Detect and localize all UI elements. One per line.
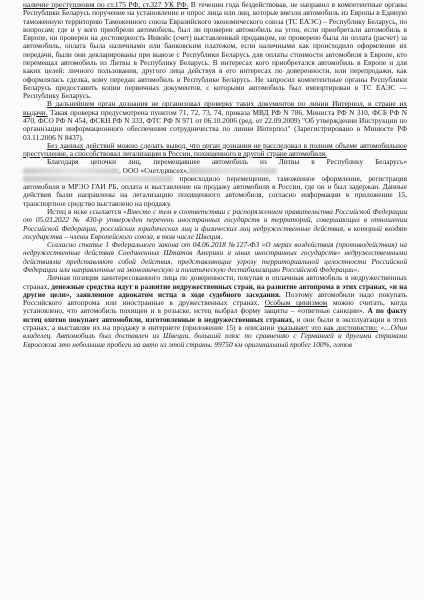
paragraph-3-text: Без данных действий можно сделать вывод, что орган дознания не расследовал в полном объеме автомобильное преступление, а способствовал легализации в России, похищенного в другой стране автомобиля. — [23, 140, 407, 159]
paragraph-7-text-g: и они были в эксплуатации в этих странах, а выставляя их на продажу в интернете (приложение 15) в описании — [23, 314, 407, 332]
paragraph-1-lead: наличие преступления по ст.175 РФ, ст.327 УК РФ. — [23, 0, 189, 9]
paragraph-6 — [23, 241, 407, 274]
paragraph-6-quote: Согласно статье 1 Федерального закона от 04.06.2018 №127-ФЗ «О мерах воздействия (противодействия) на недружественные действия Соединенных Штатов Америки и иных иностранных государств» недружественными действиями представляют собой действия, представляющие угрозу территориальной целостности Российской Федерации или направленные на экономическую и политическую дестабилизацию Российской Федерации». — [23, 240, 407, 274]
paragraph-7-quote: «…Один владелец. Автомобиль был доставлен из Швеции, больший плюс по сравнению с Германией и другими странами Евросоюза это небольшие пробеги на авто из этой страны. 99750 км оригинальный пробег 100%, готов — [23, 322, 408, 349]
paragraph-4 — [23, 158, 407, 208]
paragraph-2-text: Такая проверка предусмотрена пунктом 71, 72, 73, 74, приказа МВД РФ N 786, Министа РФ N 310, ФСБ РФ N 470, ФСО РФ N 454, ФСКН РФ N 333, ФТС РФ N 971 от 06.10.2006 (ред. от 22.09.2009) "Об утверждении Инструкции по организации информационного обеспечения сотрудничества по линии Интерпол" (Зарегистрировано в Минюсте РФ 03.11.2006 N 8437). — [23, 107, 407, 142]
paragraph-1 — [23, 1, 407, 100]
paragraph-4-text-a: Благодаря цепочки лиц, перемещавшее автомобиль из Литвы в Республику Беларусь» — [47, 157, 407, 167]
paragraph-4-text-c: происходило перемещение, таможенное оформление, регистрация автомобиля в МРЭО ГАИ РБ, оплата и выставление на продажу автомобиля в России, где он и был задержан. Данные действия были направлены на легализацию похищенного автомобиля, согласно информации в приложение 15, транспортное средство выставлено на продажу. — [23, 173, 407, 208]
paragraph-7-bold-f: А по факту истец охотно покупает автомобили, изготовленные в недружественных странах, — [23, 306, 408, 324]
paragraph-4-text-b: , ООО «Счетлдявсех», — [119, 165, 189, 175]
redacted-name — [23, 168, 119, 174]
paragraph-5 — [23, 208, 407, 241]
document-body — [23, 1, 407, 349]
redacted-name — [23, 176, 173, 182]
paragraph-5-quote: «Вместе с тем в соответствии с распоряжением правительства Российской Федерации от 05.03.2022 № 430-р утвержден перечень иностранных государств и территорий, совершающих в отношении Российской Федерации, российских юридических лиц и физических лиц недружественные действия, в который входят государства – члены Европейского союза, в том числе Швеция. — [23, 207, 407, 241]
paragraph-3 — [23, 142, 407, 159]
paragraph-7-bold-b: денежные средства идут в развитие недружественных стран, на развитие автопрома в этих странах, «и на другие цели», заявленное адвокатом истца в ходе судебного заседания. — [23, 281, 407, 299]
paragraph-7-text-a: Личная позиция заинтересованного лица по доверенности, покупая и оплачивая автомобиль в недружественных странах, — [23, 273, 407, 291]
paragraph-5-text-a: Истец в иске ссылается — [47, 207, 124, 217]
paragraph-7-text-e: можно считать, когда установлено, что автомобиль похищен и в розыске, истец выбрал форму защиты – «ответные санкции». — [23, 298, 408, 316]
paragraph-2 — [23, 100, 407, 141]
paragraph-1-text: В течении года бездействовав, не направил в компетентные органы Республики Беларусь поручение на установление и опрос лица или лиц, которые ввезли автомобиль из Европы в Единую таможенную территорию Таможенного союза Евразийского экономического союза (ТС ЕАЭС) – Республику Беларусь, по вопросам; где и у кого приобрели автомобиль, был ли проверен автомобиль на угон, если приобретали автомобиль в Европе, ни проверен на достоверность Инвойс (счет) выставленный продавцом, не проверено была ли оплата (расчет) за автомобиль, оплата была наличными или банковским платежом, если наличными как происходило оформление их передачи, были они декларированы при вывозе с Республики Беларусь для оплаты стоимости автомобиля в Европе, кто перемещал автомобиль из Литвы в Республику Беларусь. В интересах кого приобретался автомобиль в Европе и для каких целей: личного пользования, другого лица действуя в его интересах по доверенности, или перепродажи, как оформлялась сделка, кому передан автомобиль в Республике Беларусь. Не запросил компетентные органы Республики Беларусь предоставить копии первичных документов, с которыми автомобиль был импортирован в ТС ЕАЭС — Республику Беларусь. — [23, 0, 407, 101]
redacted-name — [189, 168, 277, 174]
paragraph-7-text-c: Поэтому автомобили надо покупать Российского автопрома или иностранные в дружественных странах. — [23, 289, 407, 308]
paragraph-7-underline-h: указывает это как достоинство: — [277, 322, 378, 332]
paragraph-7 — [23, 274, 407, 349]
paragraph-2-lead: В дальнейшем орган дознания не организовал проверку таких документов по линии Интерпол, в стране их выдачи. — [23, 99, 407, 117]
paragraph-7-underline-d: Особым цинизмом — [264, 298, 328, 308]
